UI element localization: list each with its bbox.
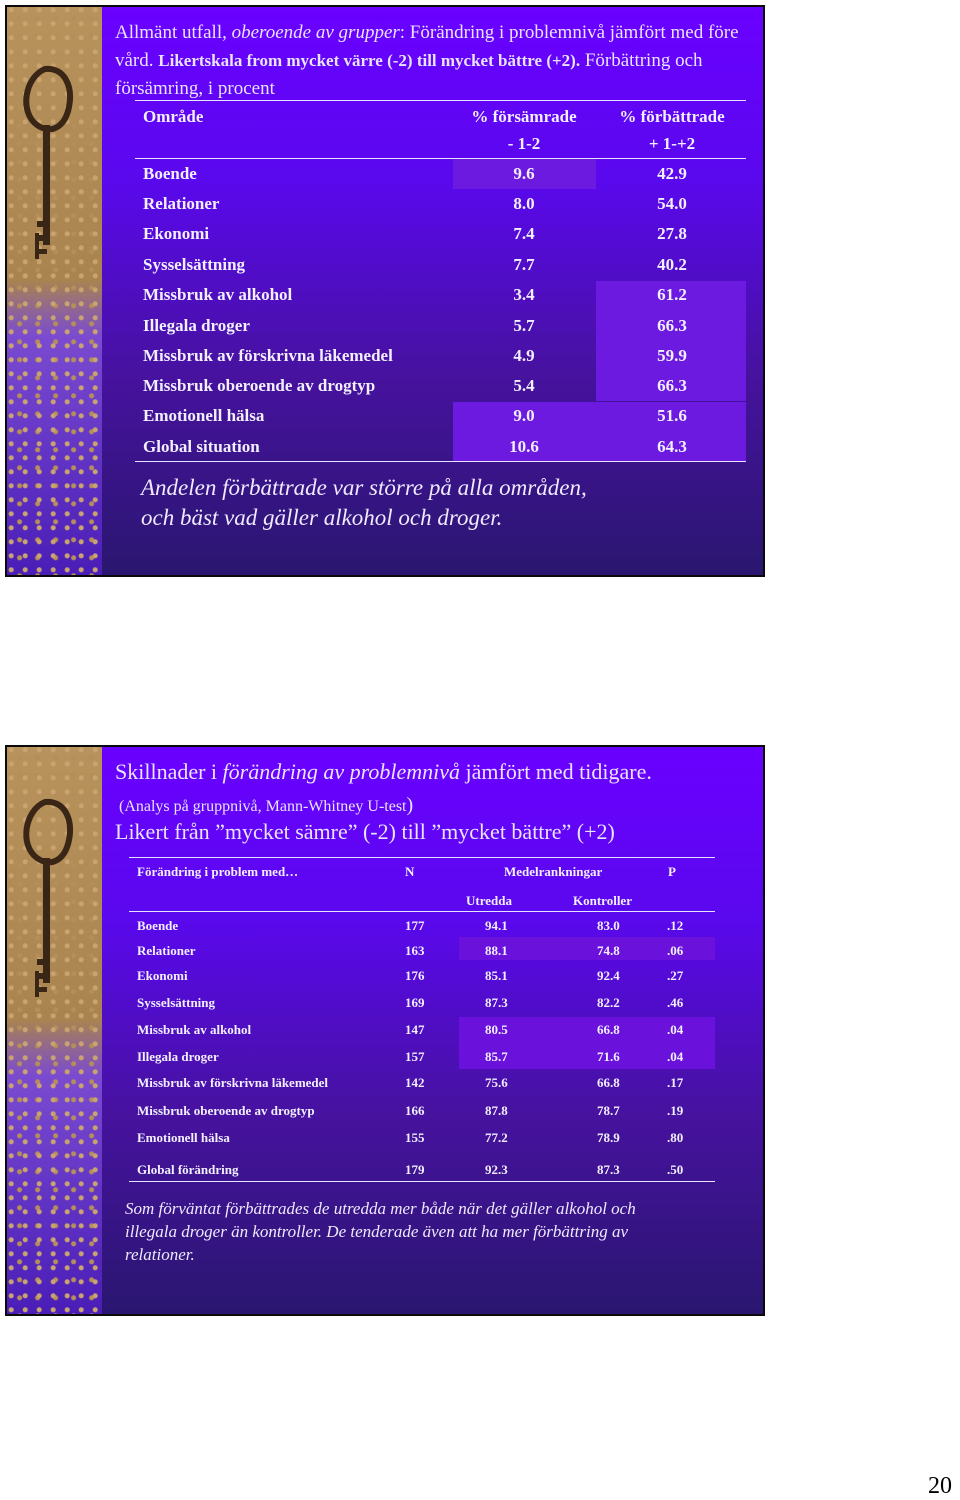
row-treated-rank: 92.3 xyxy=(485,1162,508,1177)
row-p-value: .80 xyxy=(667,1130,684,1145)
conclusion-line: och bäst vad gäller alkohol och droger. xyxy=(141,505,503,530)
row-area: Sysselsättning xyxy=(137,995,216,1010)
row-treated-rank: 80.5 xyxy=(485,1022,508,1037)
row-area: Emotionell hälsa xyxy=(137,1130,230,1145)
row-treated-rank: 85.7 xyxy=(485,1049,508,1064)
header-controls: Kontroller xyxy=(573,893,632,908)
row-n: 179 xyxy=(405,1162,425,1177)
header-area: Område xyxy=(143,107,204,126)
row-controls-rank: 92.4 xyxy=(597,968,620,983)
row-treated-rank: 75.6 xyxy=(485,1075,508,1090)
row-area: Global förändring xyxy=(137,1162,239,1177)
row-area: Illegala droger xyxy=(137,1049,219,1064)
row-area: Relationer xyxy=(143,194,220,213)
slide-subtitle: (Analys på gruppnivå, Mann-Whitney U-test) xyxy=(119,794,414,816)
row-n: 169 xyxy=(405,995,425,1010)
row-better-value: 42.9 xyxy=(657,164,687,183)
slide-conclusion xyxy=(141,473,741,533)
conclusion-line: Andelen förbättrade var större på alla områden, xyxy=(141,475,587,500)
row-controls-rank: 78.9 xyxy=(597,1130,620,1145)
slide-title: Allmänt utfall, oberoende av grupper: Förändring i problemnivå jämfört med före vård. Likertskala from mycket värre (-2) till mycket bättre (+2). Förbättring och försämring, i procent xyxy=(115,22,739,99)
texture-strip xyxy=(7,747,102,1314)
header-top-rule xyxy=(129,857,715,858)
row-n: 176 xyxy=(405,968,425,983)
texture-strip xyxy=(7,7,102,575)
row-better-value: 54.0 xyxy=(657,194,687,213)
row-treated-rank: 77.2 xyxy=(485,1130,508,1145)
row-worse-value: 4.9 xyxy=(513,346,535,365)
slide-title: Skillnader i förändring av problemnivå jämfört med tidigare. xyxy=(115,759,652,784)
row-better-value: 59.9 xyxy=(657,346,687,365)
row-p-value: .17 xyxy=(667,1075,684,1090)
row-n: 155 xyxy=(405,1130,425,1145)
row-worse-value: 10.6 xyxy=(509,437,539,456)
page-number: 20 xyxy=(928,1473,952,1499)
row-p-value: .04 xyxy=(667,1049,684,1064)
row-controls-rank: 71.6 xyxy=(597,1049,620,1064)
row-controls-rank: 82.2 xyxy=(597,995,620,1010)
row-better-value: 64.3 xyxy=(657,437,687,456)
row-area: Illegala droger xyxy=(143,316,250,335)
row-area: Boende xyxy=(143,164,197,183)
row-n: 163 xyxy=(405,943,425,958)
row-better-value: 66.3 xyxy=(657,376,687,395)
row-controls-rank: 83.0 xyxy=(597,918,620,933)
header-better-sub: + 1-+2 xyxy=(648,134,696,153)
row-better-value: 66.3 xyxy=(657,316,687,335)
table-bottom-rule xyxy=(135,461,746,462)
row-area: Ekonomi xyxy=(143,224,210,243)
row-worse-value: 5.7 xyxy=(513,316,535,335)
header-bottom-rule xyxy=(129,911,715,912)
table-bottom-rule xyxy=(129,1181,715,1182)
header-problem: Förändring i problem med… xyxy=(137,864,299,879)
row-p-value: .46 xyxy=(667,995,684,1010)
row-area: Missbruk av förskrivna läkemedel xyxy=(137,1075,329,1090)
row-worse-value: 3.4 xyxy=(513,285,535,304)
row-p-value: .12 xyxy=(667,918,684,933)
row-worse-value: 9.6 xyxy=(513,164,535,183)
row-area: Missbruk oberoende av drogtyp xyxy=(137,1103,315,1118)
row-area: Boende xyxy=(137,918,179,933)
key-icon xyxy=(7,7,102,577)
row-area: Relationer xyxy=(137,943,196,958)
header-worse: % försämrade xyxy=(471,107,577,126)
key-icon xyxy=(7,747,102,1316)
conclusion-line: Som förväntat förbättrades de utredda mer både när det gäller alkohol och xyxy=(125,1199,636,1218)
row-treated-rank: 87.3 xyxy=(485,995,508,1010)
conclusion-line: illegala droger än kontroller. De tenderade även att ha mer förbättring av xyxy=(125,1222,629,1241)
header-worse-sub: - 1-2 xyxy=(507,134,541,153)
row-area: Missbruk oberoende av drogtyp xyxy=(143,376,376,395)
row-area: Emotionell hälsa xyxy=(143,406,265,425)
row-worse-value: 8.0 xyxy=(513,194,535,213)
row-controls-rank: 78.7 xyxy=(597,1103,620,1118)
row-worse-value: 7.7 xyxy=(513,255,535,274)
row-area: Missbruk av alkohol xyxy=(137,1022,252,1037)
row-worse-value: 9.0 xyxy=(513,406,535,425)
row-better-value: 51.6 xyxy=(657,406,687,425)
row-better-value: 27.8 xyxy=(657,224,687,243)
row-n: 157 xyxy=(405,1049,425,1064)
slide-outcome-overall xyxy=(5,5,765,577)
header-better: % förbättrade xyxy=(619,107,725,126)
row-better-value: 40.2 xyxy=(657,255,687,274)
row-worse-value: 7.4 xyxy=(513,224,535,243)
row-p-value: .27 xyxy=(667,968,684,983)
header-top-rule xyxy=(135,100,746,101)
header-p: P xyxy=(668,864,676,879)
row-area: Missbruk av förskrivna läkemedel xyxy=(143,346,393,365)
row-controls-rank: 66.8 xyxy=(597,1075,620,1090)
row-area: Global situation xyxy=(143,437,260,456)
row-n: 142 xyxy=(405,1075,425,1090)
row-treated-rank: 88.1 xyxy=(485,943,508,958)
row-p-value: .06 xyxy=(667,943,684,958)
row-controls-rank: 74.8 xyxy=(597,943,620,958)
row-p-value: .50 xyxy=(667,1162,684,1177)
row-worse-value: 5.4 xyxy=(513,376,535,395)
row-treated-rank: 94.1 xyxy=(485,918,508,933)
row-controls-rank: 87.3 xyxy=(597,1162,620,1177)
header-treated: Utredda xyxy=(466,893,512,908)
row-n: 147 xyxy=(405,1022,425,1037)
slide-scale-note: Likert från ”mycket sämre” (-2) till ”mycket bättre” (+2) xyxy=(115,819,615,844)
row-area: Ekonomi xyxy=(137,968,188,983)
row-better-value: 61.2 xyxy=(657,285,687,304)
row-area: Missbruk av alkohol xyxy=(143,285,293,304)
row-p-value: .04 xyxy=(667,1022,684,1037)
slide-conclusion xyxy=(125,1197,755,1266)
row-area: Sysselsättning xyxy=(143,255,246,274)
row-controls-rank: 66.8 xyxy=(597,1022,620,1037)
conclusion-line: relationer. xyxy=(125,1245,195,1264)
row-n: 166 xyxy=(405,1103,425,1118)
row-treated-rank: 85.1 xyxy=(485,968,508,983)
row-treated-rank: 87.8 xyxy=(485,1103,508,1118)
header-n: N xyxy=(405,864,415,879)
row-n: 177 xyxy=(405,918,425,933)
header-bottom-rule xyxy=(135,158,746,159)
header-mean-ranks: Medelrankningar xyxy=(504,864,603,879)
slide-group-difference xyxy=(5,745,765,1316)
row-p-value: .19 xyxy=(667,1103,684,1118)
